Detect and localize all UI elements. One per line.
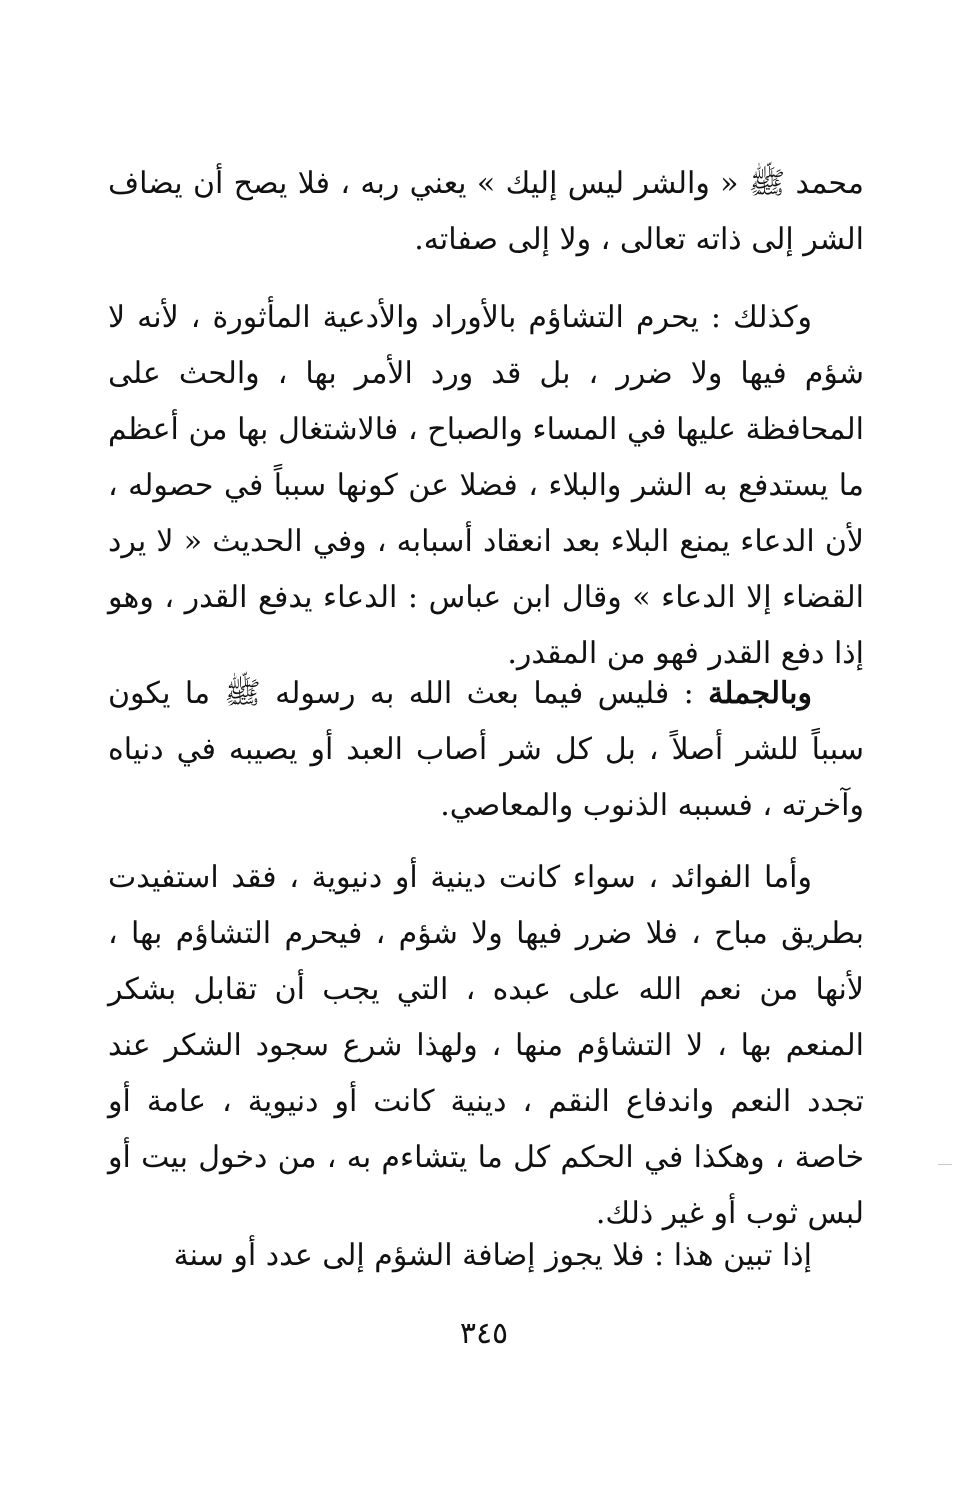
paragraph-4-text: وأما الفوائد ، سواء كانت دينية أو دنيوية ، فقد استفيدت بطريق مباح ، فلا ضرر فيها ولا شؤم ، فيحرم التشاؤم بها ، لأنها من نعم الله على عبده ، التي يجب أن تقابل بشكر المنعم بها ، لا التشاؤم منها ، ولهذا شرع سجود الشكر عند تجدد النعم واندفاع النقم ، دينية كانت أو دنيوية ، عامة أو خاصة ، وهكذا في الحكم كل ما يتشاءم به ، من دخول بيت أو لبس ثوب أو غير ذلك. [108,860,864,1231]
paragraph-2 [108,290,864,682]
paragraph-5 [108,1228,864,1284]
margin-mark [938,1164,952,1165]
paragraph-3 [108,666,864,834]
paragraph-4 [108,850,864,1242]
paragraph-3-body: : فليس فيما بعث الله به رسوله ﷺ ما يكون سبباً للشر أصلاً ، بل كل شر أصاب العبد أو يصيبه في دنياه وآخرته ، فسببه الذنوب والمعاصي. [108,676,864,823]
paragraph-1 [108,156,864,268]
paragraph-3-text [108,666,864,834]
paragraph-1-text: محمد ﷺ « والشر ليس إليك » يعني ربه ، فلا يصح أن يضاف الشر إلى ذاته تعالى ، ولا إلى صفاته. [108,166,864,257]
paragraph-5-text: إذا تبين هذا : فلا يجوز إضافة الشؤم إلى عدد أو سنة [173,1238,812,1273]
page-number: ٣٤٥ [459,1316,509,1351]
paragraph-3-lead: وبالجملة [708,676,812,711]
paragraph-2-text: وكذلك : يحرم التشاؤم بالأوراد والأدعية المأثورة ، لأنه لا شؤم فيها ولا ضرر ، بل قد ورد الأمر بها ، والحث على المحافظة عليها في المساء والصباح ، فالاشتغال بها من أعظم ما يستدفع به الشر والبلاء ، فضلا عن كونها سبباً في حصوله ، لأن الدعاء يمنع البلاء بعد انعقاد أسبابه ، وفي الحديث « لا يرد القضاء إلا الدعاء » وقال ابن عباس : الدعاء يدفع القدر ، وهو إذا دفع القدر فهو من المقدر. [108,300,864,671]
